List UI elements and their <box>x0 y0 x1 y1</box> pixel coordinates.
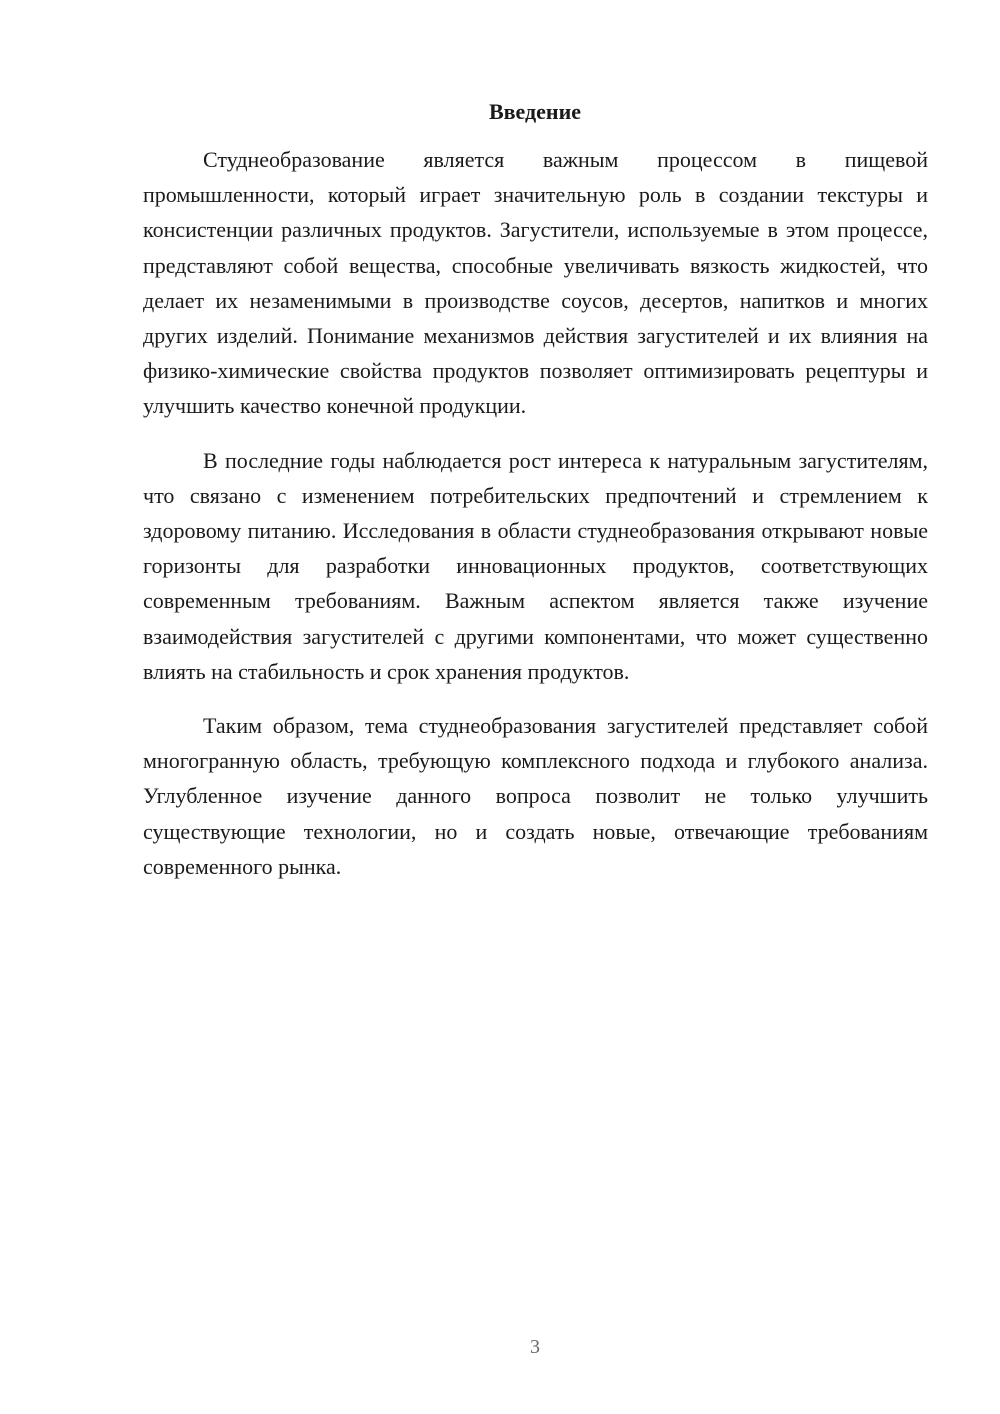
paragraph-1: Студнеобразование является важным процессом в пищевой промышленности, который играет значительную роль в создании текстуры и консистенции различных продуктов. Загустители, используемые в этом процессе, представляют собой вещества, способные увеличивать вязкость жидкостей, что делает их незаменимыми в производстве соусов, десертов, напитков и многих других изделий. Понимание механизмов действия загустителей и их влияния на физико-химические свойства продуктов позволяет оптимизировать рецептуры и улучшить качество конечной продукции. <box>143 147 928 419</box>
page-number: 3 <box>530 1336 540 1358</box>
paragraph-3: Таким образом, тема студнеобразования загустителей представляет собой многогранную область, требующую комплексного подхода и глубокого анализа. Углубленное изучение данного вопроса позволит не только улучшить существующие технологии, но и создать новые, отвечающие требованиям современного рынка. <box>143 713 928 879</box>
section-heading: Введение <box>488 99 582 124</box>
body-text <box>143 142 928 903</box>
paragraph-2: В последние годы наблюдается рост интереса к натуральным загустителям, что связано с изменением потребительских предпочтений и стремлением к здоровому питанию. Исследования в области студнеобразования открывают новые горизонты для разработки инновационных продуктов, соответствующих современным требованиям. Важным аспектом является также изучение взаимодействия загустителей с другими компонентами, что может существенно влиять на стабильность и срок хранения продуктов. <box>143 447 928 684</box>
